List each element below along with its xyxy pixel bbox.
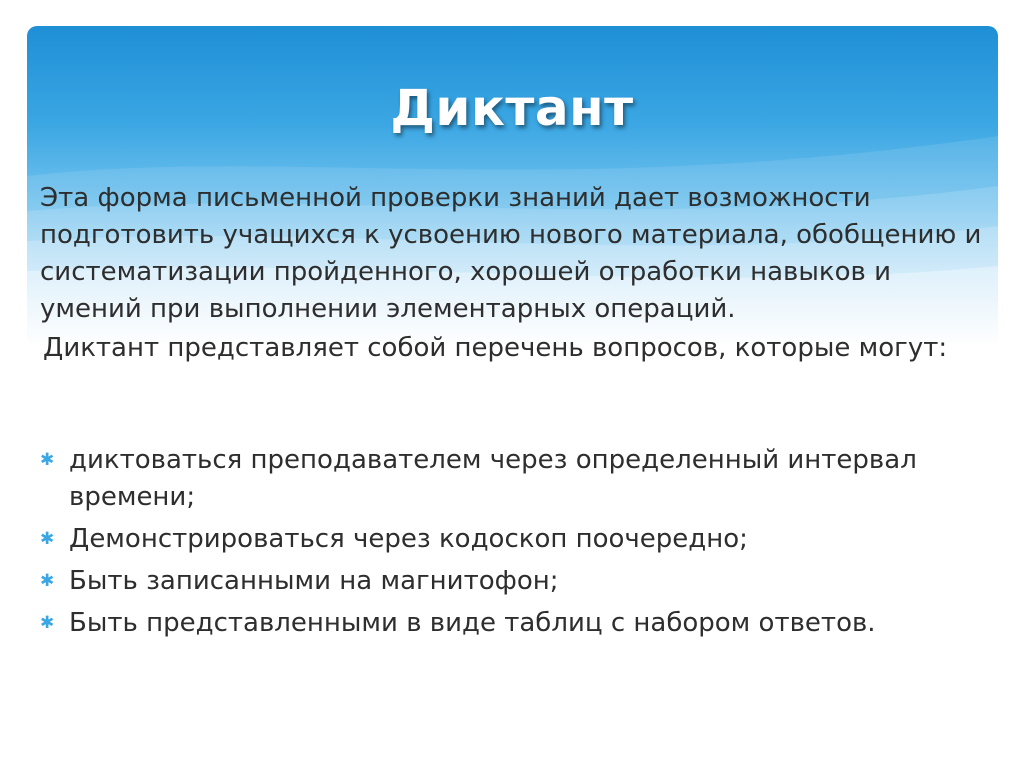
list-item [40, 563, 990, 600]
list-item [40, 605, 990, 642]
slide-body [40, 180, 990, 647]
paragraph-intro: Эта форма письменной проверки знаний дает возможности подготовить учащихся к усвоению нового материала, обобщению и систематизации пройденного, хорошей отработки навыков и умений при выполнении элементарных операций. [40, 183, 982, 324]
asterisk-icon: ✱ [40, 613, 55, 633]
list-item [40, 521, 990, 558]
list-item-text: Демонстрироваться через кодоскоп поочередно; [69, 524, 748, 554]
list-item-text: диктоваться преподавателем через определенный интервал времени; [69, 445, 917, 512]
list-item [40, 442, 990, 516]
slide-title: Диктант [390, 79, 634, 137]
asterisk-icon: ✱ [40, 450, 55, 470]
bullet-list [40, 442, 990, 642]
list-item-text: Быть представленными в виде таблиц с набором ответов. [69, 608, 876, 638]
paragraph-definition: Диктант представляет собой перечень вопросов, которые могут: [43, 333, 948, 363]
asterisk-icon: ✱ [40, 571, 55, 591]
list-item-text: Быть записанными на магнитофон; [69, 566, 559, 596]
asterisk-icon: ✱ [40, 529, 55, 549]
